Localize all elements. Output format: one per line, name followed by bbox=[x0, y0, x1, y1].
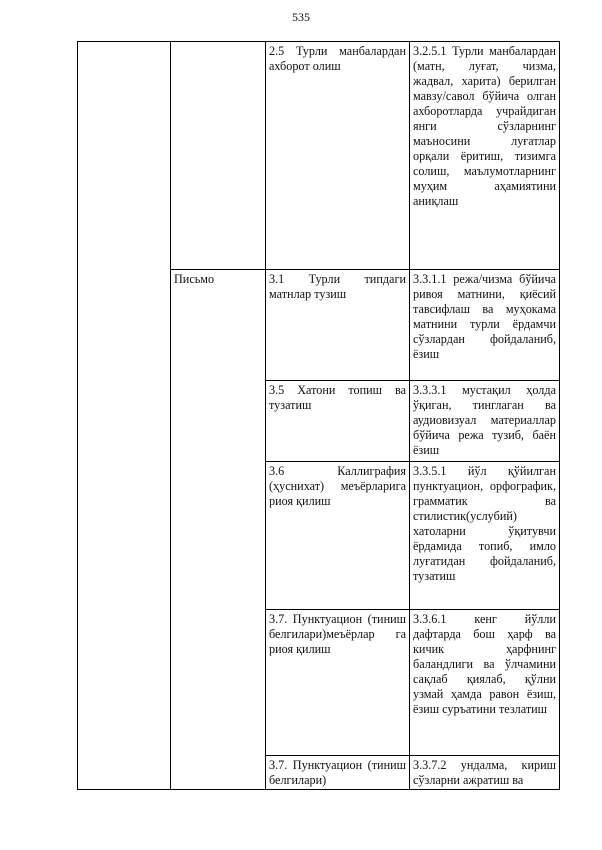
table-cell-skill: 3.6 Каллиграфия (ҳуснихат) меъёрларига риоя қилиш bbox=[266, 462, 410, 610]
page-number: 535 bbox=[292, 10, 310, 24]
table-cell-skill: 3.7. Пунктуацион (тиниш белгилари)меъёрлар га риоя қилиш bbox=[266, 610, 410, 756]
table-cell-objective: 3.3.7.2 ундалма, кириш сўзларни ажратиш ва bbox=[410, 756, 560, 790]
table-cell-objective: 3.2.5.1 Турли манбалардан (матн, луғат, чизма, жадвал, харита) берилган мавзу/савол бўйича олган ахборотларда учрайдиган янги сўзларнинг маъносини луғатлар орқали ёритиш, тизимга солиш, маълумотларнинг муҳим аҳамиятини аниқлаш bbox=[410, 42, 560, 270]
table-cell-objective: 3.3.5.1 йўл қўйилган пунктуацион, орфографик, грамматик ва стилистик(услубий) хатоларни ўқитувчи ёрдамида топиб, имло луғатидан фойдаланиб, тузатиш bbox=[410, 462, 560, 610]
table-cell-skill: 3.7. Пунктуацион (тиниш белгилари) bbox=[266, 756, 410, 790]
table-cell-empty bbox=[78, 42, 171, 790]
table-cell-objective: 3.3.1.1 режа/чизма бўйича ривоя матнини, қиёсий тавсифлаш ва муҳокама матнини турли ёрдамчи сўзлардан фойдаланиб, ёзиш bbox=[410, 270, 560, 381]
table-row bbox=[78, 42, 560, 270]
curriculum-table bbox=[77, 41, 560, 790]
table-cell-skill: 3.5 Хатони топиш ва тузатиш bbox=[266, 381, 410, 462]
table-cell-skill: 3.1 Турли типдаги матнлар тузиш bbox=[266, 270, 410, 381]
table-cell-objective: 3.3.3.1 мустақил ҳолда ўқиган, тинглаган ва аудиовизуал материаллар бўйича режа тузиб, баён ёзиш bbox=[410, 381, 560, 462]
table-cell-skill: 2.5 Турли манбалардан ахборот олиш bbox=[266, 42, 410, 270]
table-cell-section: Письмо bbox=[171, 270, 266, 790]
table-cell-objective: 3.3.6.1 кенг йўлли дафтарда бош ҳарф ва кичик ҳарфнинг баландлиги ва ўлчамини сақлаб қиялаб, қўлни узмай ҳамда равон ёзиш, ёзиш суръатини тезлатиш bbox=[410, 610, 560, 756]
table-cell-section bbox=[171, 42, 266, 270]
